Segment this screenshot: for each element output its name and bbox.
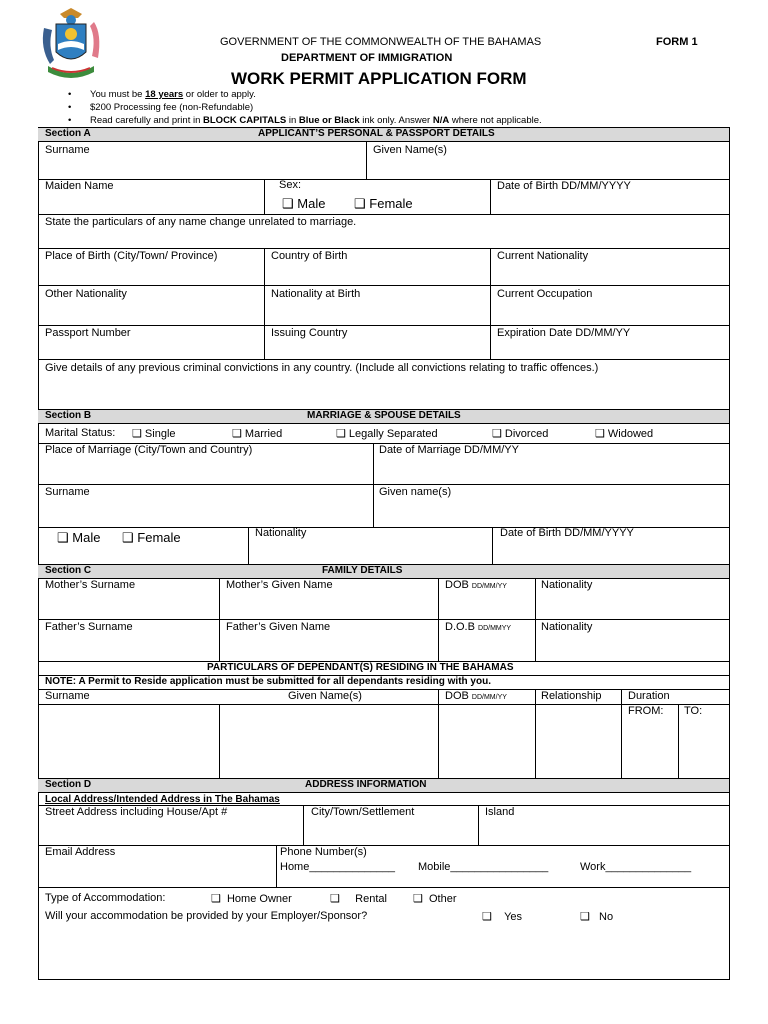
form-number: FORM 1 (656, 36, 698, 48)
instruction-age: • You must be 18 years or older to apply. (68, 89, 256, 100)
place-of-birth-field[interactable]: Place of Birth (City/Town/ Province) (45, 250, 218, 262)
date-of-marriage-field[interactable]: Date of Marriage DD/MM/YY (379, 444, 519, 456)
current-nationality-field[interactable]: Current Nationality (497, 250, 589, 262)
phone-numbers-label: Phone Number(s) (280, 846, 367, 858)
island-field[interactable]: Island (485, 806, 515, 818)
dependant-surname-cell[interactable] (40, 706, 218, 776)
dependant-to-field[interactable]: TO: (684, 705, 703, 717)
spouse-male-checkbox[interactable]: ❑ Male (57, 530, 101, 545)
accommodation-homeowner-checkbox[interactable]: ❑ Home Owner (211, 893, 292, 905)
father-dob-field[interactable]: D.O.B DD/MMYY (445, 621, 512, 633)
accommodation-type-label: Type of Accommodation: (45, 892, 166, 904)
place-of-marriage-field[interactable]: Place of Marriage (City/Town and Country) (45, 444, 253, 456)
dependant-relationship-header: Relationship (541, 690, 602, 702)
email-address-field[interactable]: Email Address (45, 846, 116, 858)
dependant-given-header: Given Name(s) (288, 690, 362, 702)
dependants-note: NOTE: A Permit to Reside application must be submitted for all dependants residing with you. (45, 676, 491, 687)
maiden-name-field[interactable]: Maiden Name (45, 180, 114, 192)
dependant-from-field[interactable]: FROM: (628, 705, 664, 717)
father-surname-field[interactable]: Father’s Surname (45, 621, 133, 633)
marital-married-checkbox[interactable]: ❑ Married (232, 428, 283, 440)
surname-field[interactable]: Surname (45, 144, 90, 156)
date-of-birth-field[interactable]: Date of Birth DD/MM/YYYY (497, 180, 631, 192)
dependant-surname-header: Surname (45, 690, 90, 702)
section-a-title: APPLICANT’S PERSONAL & PASSPORT DETAILS (258, 128, 495, 139)
spouse-nationality-field[interactable]: Nationality (255, 527, 307, 539)
section-b-label: Section B (45, 410, 92, 421)
mother-given-name-field[interactable]: Mother’s Given Name (226, 579, 333, 591)
criminal-convictions-field[interactable]: Give details of any previous criminal convictions in any country. (Include all convictions relating to traffic offences.) (45, 362, 599, 374)
phone-work-field[interactable]: Work______________ (580, 861, 692, 873)
section-a-label: Section A (45, 128, 91, 139)
father-given-name-field[interactable]: Father’s Given Name (226, 621, 331, 633)
sex-male-checkbox[interactable]: ❑ Male (282, 196, 326, 211)
section-c-label: Section C (45, 565, 92, 576)
department-heading: DEPARTMENT OF IMMIGRATION (281, 52, 453, 64)
dependant-duration-header: Duration (628, 690, 670, 702)
dependant-dob-header: DOB DD/MM/YY (445, 690, 507, 702)
spouse-dob-field[interactable]: Date of Birth DD/MM/YYYY (500, 527, 634, 539)
marital-widowed-checkbox[interactable]: ❑ Widowed (595, 428, 654, 440)
accommodation-provided-question: Will your accommodation be provided by your Employer/Sponsor? (45, 910, 368, 922)
government-heading: GOVERNMENT OF THE COMMONWEALTH OF THE BAHAMAS (220, 36, 542, 48)
accommodation-other-checkbox[interactable]: ❑ Other (413, 893, 457, 905)
spouse-surname-field[interactable]: Surname (45, 486, 90, 498)
section-d-title: ADDRESS INFORMATION (305, 779, 427, 790)
phone-mobile-field[interactable]: Mobile________________ (418, 861, 549, 873)
mother-dob-field[interactable]: DOB DD/MM/YY (445, 579, 507, 591)
marital-separated-checkbox[interactable]: ❑ Legally Separated (336, 428, 438, 440)
form-title: WORK PERMIT APPLICATION FORM (231, 69, 527, 88)
passport-number-field[interactable]: Passport Number (45, 327, 131, 339)
instruction-ink: • Read carefully and print in BLOCK CAPITALS in Blue or Black ink only. Answer N/A where not applicable. (68, 115, 542, 126)
father-nationality-field[interactable]: Nationality (541, 621, 593, 633)
local-address-heading: Local Address/Intended Address in The Bahamas (45, 794, 280, 805)
instruction-fee: • $200 Processing fee (non-Refundable) (68, 102, 254, 113)
sex-female-checkbox[interactable]: ❑ Female (354, 196, 413, 211)
mother-nationality-field[interactable]: Nationality (541, 579, 593, 591)
current-occupation-field[interactable]: Current Occupation (497, 288, 593, 300)
given-names-field[interactable]: Given Name(s) (373, 144, 447, 156)
mother-surname-field[interactable]: Mother’s Surname (45, 579, 136, 591)
section-b-title: MARRIAGE & SPOUSE DETAILS (307, 410, 461, 421)
sex-label: Sex: (279, 179, 302, 191)
name-change-field[interactable]: State the particulars of any name change unrelated to marriage. (45, 216, 357, 228)
city-town-field[interactable]: City/Town/Settlement (311, 806, 415, 818)
accommodation-yes-checkbox[interactable]: ❑ Yes (482, 911, 523, 923)
marital-status-label: Marital Status: (45, 427, 116, 439)
section-c-title: FAMILY DETAILS (322, 565, 403, 576)
expiration-date-field[interactable]: Expiration Date DD/MM/YY (497, 327, 631, 339)
issuing-country-field[interactable]: Issuing Country (271, 327, 348, 339)
nationality-at-birth-field[interactable]: Nationality at Birth (271, 288, 361, 300)
marital-single-checkbox[interactable]: ❑ Single (132, 428, 176, 440)
marital-divorced-checkbox[interactable]: ❑ Divorced (492, 428, 549, 440)
accommodation-rental-checkbox[interactable]: ❑ Rental (330, 893, 387, 905)
dependants-title: PARTICULARS OF DEPENDANT(S) RESIDING IN THE BAHAMAS (207, 662, 514, 673)
accommodation-no-checkbox[interactable]: ❑ No (580, 911, 614, 923)
phone-home-field[interactable]: Home______________ (280, 861, 395, 873)
street-address-field[interactable]: Street Address including House/Apt # (45, 806, 228, 818)
section-d-label: Section D (45, 779, 92, 790)
country-of-birth-field[interactable]: Country of Birth (271, 250, 348, 262)
other-nationality-field[interactable]: Other Nationality (45, 288, 127, 300)
spouse-given-name-field[interactable]: Given name(s) (379, 486, 452, 498)
spouse-female-checkbox[interactable]: ❑ Female (122, 530, 181, 545)
bahamas-coat-of-arms-logo (38, 8, 104, 84)
